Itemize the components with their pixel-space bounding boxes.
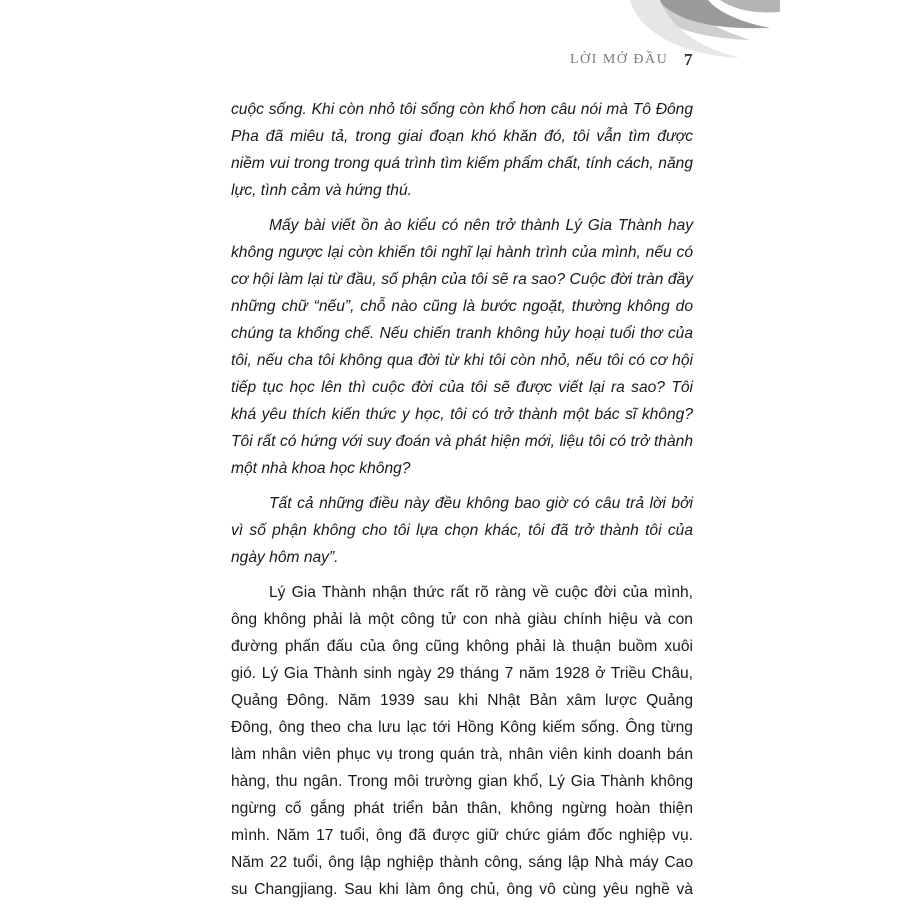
- text-line: cơ hội làm lại từ đầu, số phận của tôi sẽ ra sao? Cuộc đời tràn đầy: [231, 271, 693, 288]
- text-line: tôi, nếu cha tôi không qua đời từ khi tôi còn nhỏ, nếu tôi có cơ hội: [231, 352, 693, 369]
- paragraph-1: [231, 96, 693, 204]
- text-line: niềm vui trong trong quá trình tìm kiếm phẩm chất, tính cách, năng: [231, 155, 693, 172]
- text-line: không ngược lại còn khiến tôi nghĩ lại hành trình của mình, nếu có: [231, 244, 693, 261]
- body-text: [231, 96, 693, 911]
- text-line: Tôi rất có hứng với suy đoán và phát hiện mới, liệu tôi có trở thành: [231, 433, 693, 450]
- text-line: Quảng Đông. Năm 1939 sau khi Nhật Bản xâm lược Quảng: [231, 692, 693, 709]
- text-line: Đông, ông theo cha lưu lạc tới Hồng Kông kiếm sống. Ông từng: [231, 719, 693, 736]
- text-line: lực, tình cảm và hứng thú.: [231, 182, 412, 199]
- text-line: hàng, thu ngân. Trong môi trường gian khổ, Lý Gia Thành không: [231, 773, 693, 790]
- text-line: đường phấn đấu của ông cũng không phải là thuận buồm xuôi: [231, 638, 693, 655]
- text-line: gió. Lý Gia Thành sinh ngày 29 tháng 7 năm 1928 ở Triều Châu,: [231, 665, 693, 682]
- text-line: vì số phận không cho tôi lựa chọn khác, tôi đã trở thành tôi của: [231, 522, 693, 539]
- paragraph-2: [231, 212, 693, 482]
- text-line: mình. Năm 17 tuổi, ông đã được giữ chức giám đốc nghiệp vụ.: [231, 827, 693, 844]
- paragraph-3: [231, 490, 693, 571]
- text-line: Lý Gia Thành nhận thức rất rõ ràng về cuộc đời của mình,: [269, 584, 693, 601]
- text-line: tiếp tục học lên thì cuộc đời của tôi sẽ được viết lại ra sao? Tôi: [231, 379, 693, 396]
- page-number: 7: [684, 50, 693, 69]
- text-line: su Changjiang. Sau khi làm ông chủ, ông vô cùng yêu nghề và: [231, 881, 693, 898]
- page-header: [540, 50, 710, 74]
- text-line: chúng ta khống chế. Nếu chiến tranh không hủy hoại tuổi thơ của: [231, 325, 693, 342]
- text-line: ngừng cố gắng phát triển bản thân, không ngừng hoàn thiện: [231, 800, 693, 817]
- text-line: ngày hôm nay”.: [231, 549, 339, 566]
- text-line: Tất cả những điều này đều không bao giờ có câu trả lời bởi: [269, 495, 693, 512]
- text-line: một nhà khoa học không?: [231, 460, 411, 477]
- text-line: ông không phải là một công tử con nhà giàu chính hiệu và con: [231, 611, 693, 628]
- running-title: LỜI MỞ ĐẦU: [570, 52, 669, 67]
- text-line: khá yêu thích kiến thức y học, tôi có trở thành một bác sĩ không?: [231, 406, 693, 423]
- paragraph-4: [231, 579, 693, 903]
- text-line: những chữ “nếu”, chỗ nào cũng là bước ngoặt, thường không do: [231, 298, 693, 315]
- text-line: Mấy bài viết ồn ào kiểu có nên trở thành Lý Gia Thành hay: [269, 217, 693, 234]
- text-line: Năm 22 tuổi, ông lập nghiệp thành công, sáng lập Nhà máy Cao: [231, 854, 693, 871]
- text-line: làm nhân viên phục vụ trong quán trà, nhân viên kinh doanh bán: [231, 746, 693, 763]
- text-line: Pha đã miêu tả, trong giai đoạn khó khăn đó, tôi vẫn tìm được: [231, 128, 693, 145]
- text-line: cuộc sống. Khi còn nhỏ tôi sống còn khổ hơn câu nói mà Tô Đông: [231, 101, 693, 118]
